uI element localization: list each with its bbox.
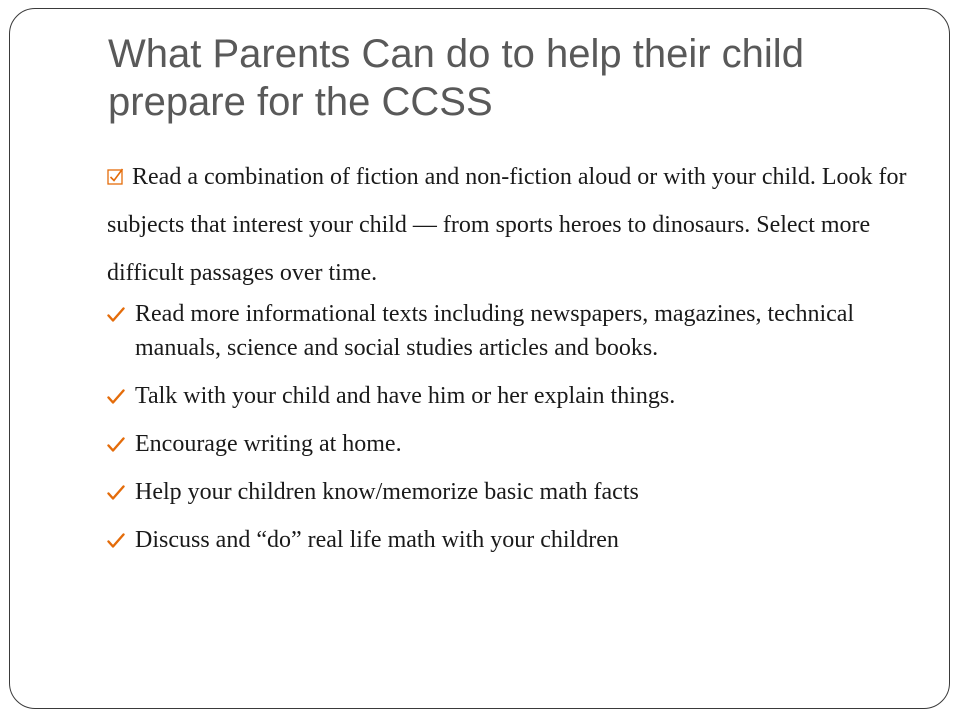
checkmark-icon xyxy=(107,437,125,453)
list-item-text: Help your children know/memorize basic math facts xyxy=(135,479,639,505)
slide-body xyxy=(107,153,907,571)
checkmark-icon xyxy=(107,533,125,549)
checked-box-icon xyxy=(107,168,124,185)
intro-text: Read a combination of fiction and non-fiction aloud or with your child. Look for subjects that interest your child — from sports heroes to dinosaurs. Select more difficult passages over time. xyxy=(107,164,907,286)
intro-paragraph xyxy=(107,153,907,297)
list-item-text: Discuss and “do” real life math with your children xyxy=(135,527,619,553)
list-item-text: Encourage writing at home. xyxy=(135,431,402,457)
list-item-text: Read more informational texts including newspapers, magazines, technical manuals, science and social studies articles and books. xyxy=(135,301,855,361)
checkmark-icon xyxy=(107,485,125,501)
checkmark-icon xyxy=(107,389,125,405)
list-item xyxy=(107,475,907,509)
list-item xyxy=(107,523,907,557)
list-item xyxy=(107,427,907,461)
list-item xyxy=(107,379,907,413)
list-item xyxy=(107,297,907,365)
checklist xyxy=(107,297,907,557)
list-item-text: Talk with your child and have him or her explain things. xyxy=(135,383,676,409)
slide-title: What Parents Can do to help their child prepare for the CCSS xyxy=(108,32,804,124)
checkmark-icon xyxy=(107,307,125,323)
